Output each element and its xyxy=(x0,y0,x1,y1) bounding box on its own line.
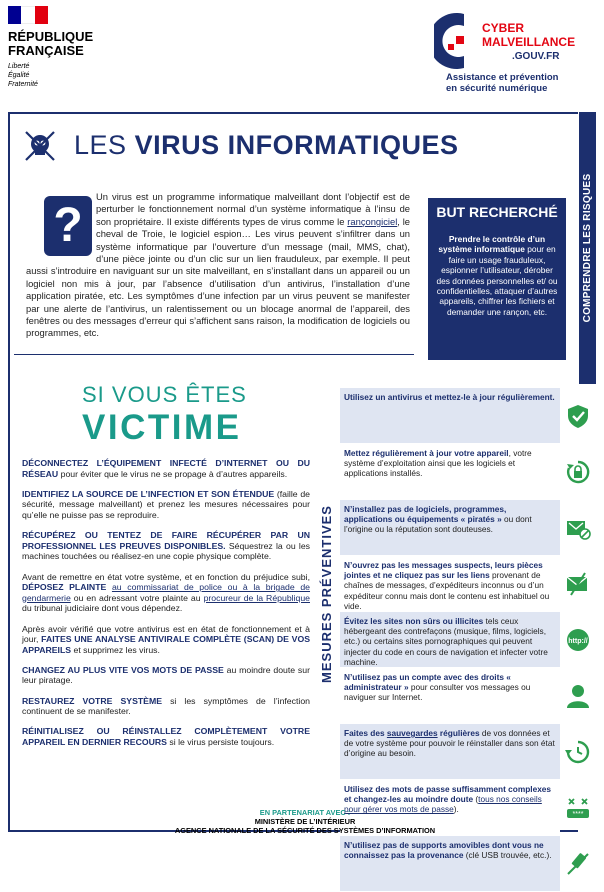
measure-item: Utilisez des mots de passe suffisamment complexes et changez-les au moindre doute (tous nos conseils pour gérer vos mots de passe). **** xyxy=(340,780,596,836)
password-icon xyxy=(565,795,591,821)
intro-text: Un virus est un programme informatique malveillant dont l’objectif est de perturber le fonctionnement normal d’un système informatique à l’insu de son propriétaire. Il existe différents types de virus comme le rançongiciel, le cheval de Troie, le logiciel espion… Les virus peuvent s’infiltrer dans un système informatique par l’ouverture d’un message (mail, MMS, chat), d’une pièce jointe ou d’un clic sur un lien frauduleux, par exemple. Il peut aussi s’introduire en naviguant sur un site malveillant, en s’installant dans un appareil ou un logiciel non mis à jour, par l’absence d’utilisation d’un antivirus, l’installation d’une application piratée, etc. Les symptômes d’une infection par un virus peuvent se manifester par une alerte de l’antivirus, un ralentissement ou un blocage anormal de l’appareil, des fenêtres ou des messages d’erreur qui s’affichent sans raison, la modification de logiciels ou programmes, etc. xyxy=(26,191,410,339)
measure-item: Mettez régulièrement à jour votre appareil, votre système d’exploitation ainsi que les logiciels et applications installés. xyxy=(340,444,596,500)
victim-step: DÉCONNECTEZ L’ÉQUIPEMENT INFECTÉ D’INTERNET OU DU RÉSEAU pour éviter que le virus ne se propage à d’autres appareils. xyxy=(22,458,310,479)
cm-logo-line3: .GOUV.FR xyxy=(512,51,560,62)
cm-logo-line2: MALVEILLANCE xyxy=(482,35,576,49)
cybermalveillance-logo xyxy=(434,10,594,72)
measure-item: N’utilisez pas de supports amovibles dont vous ne connaissez pas la provenance (clé USB trouvée, etc.). xyxy=(340,836,596,892)
footer xyxy=(150,808,460,835)
backup-link[interactable]: sauvegardes xyxy=(386,728,438,738)
update-lock-icon xyxy=(565,459,591,485)
intro-divider xyxy=(14,354,414,355)
measure-item: N’utilisez pas un compte avec des droits « administrateur » pour consulter vos messages ou naviguer sur Internet. xyxy=(340,668,596,724)
republique-motto: Liberté Égalité Fraternité xyxy=(8,63,38,88)
victim-heading-line2: VICTIME xyxy=(82,408,242,447)
cm-logo-line1: CYBER xyxy=(482,21,525,35)
forbidden-mail-icon xyxy=(565,571,591,597)
victim-step: RÉCUPÉREZ OU TENTEZ DE FAIRE RÉCUPÉRER PAR UN PROFESSIONNEL LES PREUVES DISPONIBLES. Séquestrez la ou les machines touchées ou réalisez-en une copie physique complète. xyxy=(22,530,310,562)
police-link[interactable]: au commissariat de police ou à la brigade de gendarmerie xyxy=(22,582,311,603)
user-icon xyxy=(565,683,591,709)
victim-step: IDENTIFIEZ LA SOURCE DE L’INFECTION ET SON ÉTENDUE (faille de sécurité, message malveillant) et prenez les mesures nécessaires pour qu’elle ne puisse pas se reproduire. xyxy=(22,488,310,520)
victim-step-scan: Après avoir vérifié que votre antivirus est en état de fonctionnement et à jour, FAITES UNE ANALYSE ANTIVIRALE COMPLÈTE (SCAN) DE VOS APPAREILS et supprimez les virus. xyxy=(22,623,311,655)
question-mark-icon: ? xyxy=(44,196,92,256)
backup-icon xyxy=(565,739,591,765)
measure-item: N’ouvrez pas les messages suspects, leurs pièces jointes et ne cliquez pas sur les liens provenant de chaînes de messages, d’expéditeurs inconnus ou d’un expéditeur connu mais dont le contenu est inhabituel ou vide. xyxy=(340,556,596,612)
victim-step: RÉINITIALISEZ OU RÉINSTALLEZ COMPLÈTEMENT VOTRE APPAREIL EN DERNIER RECOURS si le virus persiste toujours. xyxy=(22,726,310,748)
goal-box: BUT RECHERCHÉ Prendre le contrôle d’un système informatique pour en faire un usage frauduleux, espionner l’utilisateur, dérober des données personnelles et/ ou confidentielles, attaquer d’autres appareils, chiffrer les fichiers et demander une rançon, etc. xyxy=(428,198,566,360)
victim-step: RESTAUREZ VOTRE SYSTÈME si les symptômes de l’infection continuent de se manifester. xyxy=(22,695,310,717)
measure-item: Évitez les sites non sûrs ou illicites tels ceux hébergeant des contrefaçons (musique, films, logiciels, etc.) ou certains sites pornographiques qui peuvent injecter du code en cours de navigation et infecter votre machine. http:// xyxy=(340,612,596,668)
cybermalveillance-tagline: Assistance et prévention en sécurité numérique xyxy=(446,72,559,94)
usb-icon xyxy=(565,851,591,877)
skull-icon xyxy=(22,128,58,164)
footer-partner: EN PARTENARIAT AVEC : xyxy=(259,808,351,817)
sidebar-label: COMPRENDRE LES RISQUES xyxy=(582,173,593,323)
svg-text:****: **** xyxy=(572,810,584,818)
footer-line1: MINISTÈRE DE L’INTÉRIEUR xyxy=(254,817,356,826)
measure-item: N’installez pas de logiciels, programmes, applications ou équipements « piratés » ou dont l’origine ou la réputation sont douteuses. xyxy=(340,500,596,556)
password-advice-link[interactable]: tous nos conseils pour gérer vos mots de passe xyxy=(344,794,542,815)
procureur-link[interactable]: procureur de la République xyxy=(203,592,310,603)
forbidden-download-icon xyxy=(565,515,591,541)
page-title: LES VIRUS INFORMATIQUES xyxy=(74,130,459,160)
measure-item: Utilisez un antivirus et mettez-le à jour régulièrement. xyxy=(340,388,596,444)
footer-line2: AGENCE NATIONALE DE LA SÉCURITÉ DES SYSTÈMES D’INFORMATION xyxy=(174,826,436,835)
http-link-icon xyxy=(565,627,591,653)
victim-step: CHANGEZ AU PLUS VITE VOS MOTS DE PASSE au moindre doute sur leur piratage. xyxy=(22,664,311,686)
svg-text:http://: http:// xyxy=(568,637,588,645)
measures-label: MESURES PRÉVENTIVES xyxy=(319,505,334,683)
measure-item: Faites des sauvegardes régulières de vos données et de votre système pour pouvoir le réinstaller dans son état d’origine au besoin. xyxy=(340,724,596,780)
sidebar-tab xyxy=(579,112,596,384)
republique-francaise-name: RÉPUBLIQUE FRANÇAISE xyxy=(8,29,94,58)
goal-title: BUT RECHERCHÉ xyxy=(436,204,558,220)
ransomware-link[interactable]: rançongiciel xyxy=(347,215,398,227)
measures-sidebar xyxy=(316,388,338,800)
marianne-logo xyxy=(8,6,48,24)
shield-check-icon xyxy=(565,403,591,429)
victim-steps xyxy=(22,458,310,757)
victim-heading-line1: SI VOUS ÊTES xyxy=(82,382,247,407)
victim-step-plainte: Avant de remettre en état votre système, et en fonction du préjudice subi, DÉPOSEZ PLAINTE au commissariat de police ou à la brigade de gendarmerie ou en adressant votre plainte au procureur de la République du tribunal judiciaire dont vous dépendez. xyxy=(22,571,311,614)
